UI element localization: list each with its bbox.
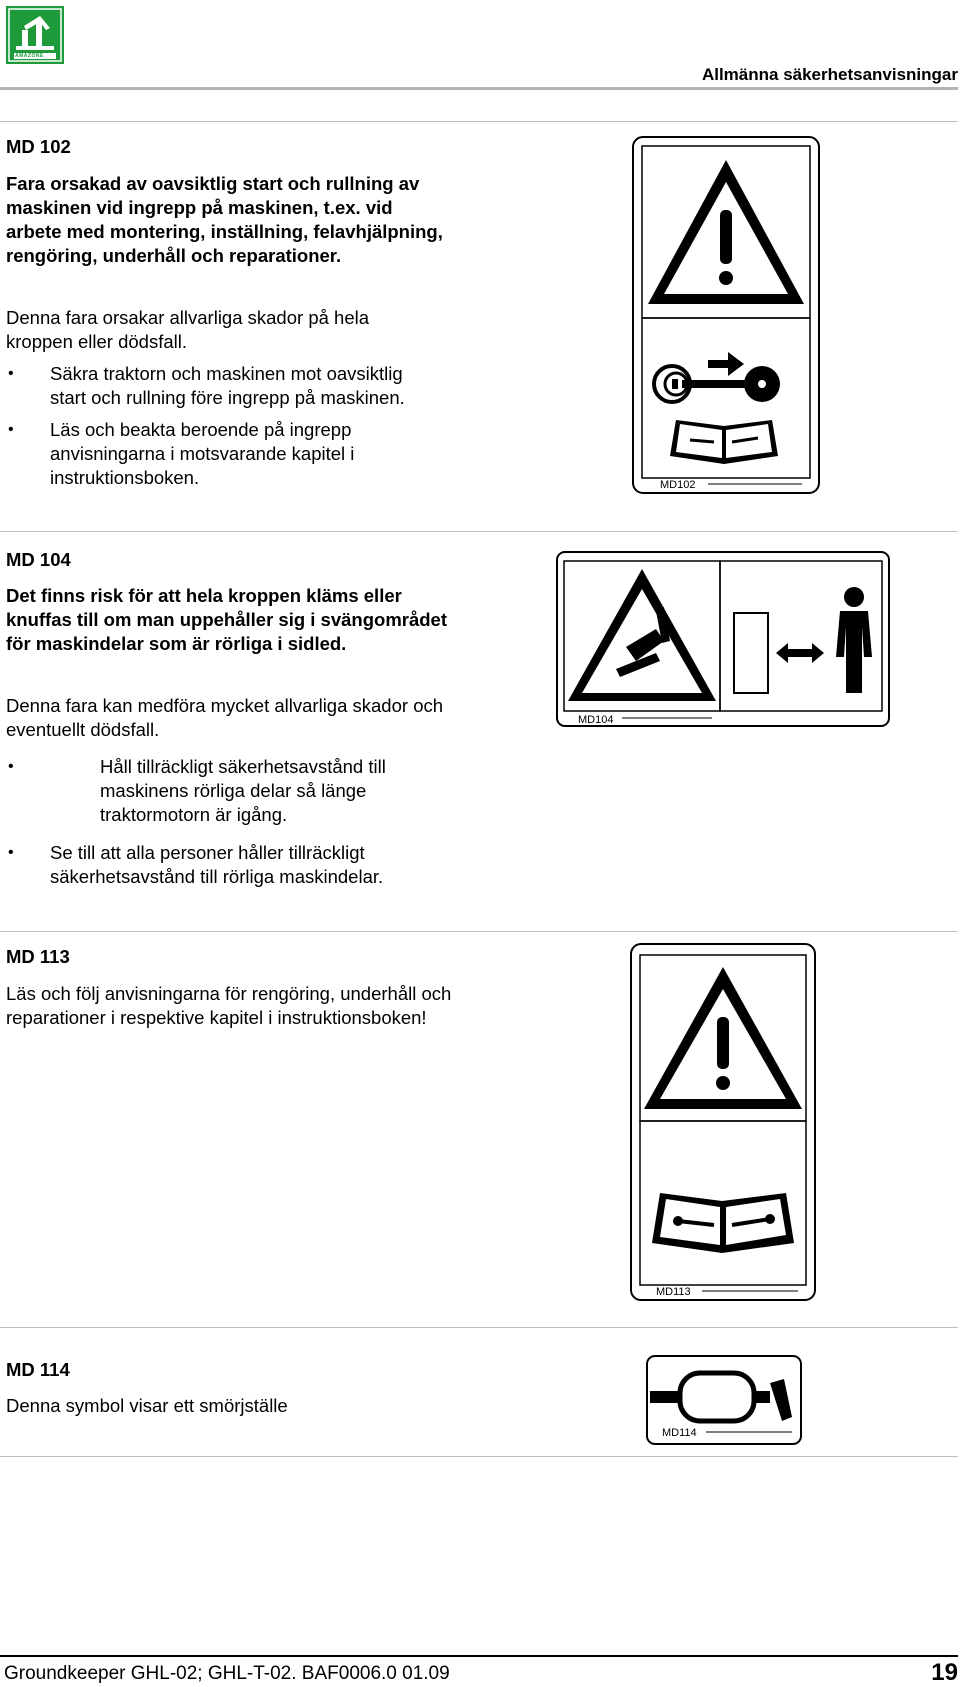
safety-sign-md102 [632, 136, 820, 499]
section-divider [0, 121, 958, 122]
amazone-logo: AMAZONE [6, 6, 64, 64]
bullet-list [6, 362, 426, 498]
page-number: 19 [931, 1659, 958, 1686]
section-divider [0, 931, 958, 932]
sign-label: MD104 [578, 714, 614, 726]
header-title: Allmänna säkerhetsanvisningar [701, 65, 958, 84]
section-divider [0, 1456, 958, 1457]
footer-text: Groundkeeper GHL-02; GHL-T-02. BAF0006.0 01.09 [4, 1663, 450, 1684]
list-item: • Läs och beakta beroende på ingrepp anvisningarna i motsvarande kapitel i instruktionsboken. [6, 418, 426, 490]
safety-sign-md113 [630, 943, 816, 1306]
section-heading: Fara orsakad av oavsiktlig start och rullning av maskinen vid ingrepp på maskinen, t.ex. vid arbete med montering, inställning, felavhjälpning, rengöring, underhåll och reparationer. [6, 173, 443, 266]
bullet-list [6, 755, 476, 897]
sign-label: MD113 [656, 1286, 691, 1298]
sign-label: MD114 [662, 1427, 697, 1439]
manual-book-icon [652, 1193, 794, 1253]
section-code: MD 114 [6, 1359, 70, 1380]
section-code: MD 113 [6, 946, 70, 967]
section-divider [0, 531, 958, 532]
section-code: MD 104 [6, 549, 71, 570]
section-body: Denna fara kan medföra mycket allvarliga skador och eventuellt dödsfall. [6, 695, 444, 740]
header-divider [0, 87, 958, 90]
section-code: MD 102 [6, 136, 71, 157]
list-item: • Håll tillräckligt säkerhetsavstånd till maskinens rörliga delar så länge traktormotorn är igång. [6, 755, 476, 827]
list-item: • Se till att alla personer håller tillräckligt säkerhetsavstånd till rörliga maskindelar. [6, 841, 476, 889]
section-body: Denna fara orsakar allvarliga skador på hela kroppen eller dödsfall. [6, 307, 370, 352]
section-heading: Det finns risk för att hela kroppen kläms eller knuffas till om man uppehåller sig i svängområdet för maskindelar som är rörliga i sidled. [6, 585, 448, 654]
list-item: • Säkra traktorn och maskinen mot oavsiktlig start och rullning före ingrepp på maskinen. [6, 362, 426, 410]
footer-divider [0, 1655, 958, 1657]
section-body: Denna symbol visar ett smörjställe [6, 1395, 288, 1416]
manual-book-icon [670, 420, 778, 464]
sign-label: MD102 [660, 479, 696, 491]
safety-sign-md114 [646, 1355, 802, 1450]
section-divider [0, 1327, 958, 1328]
safety-sign-md104 [556, 551, 890, 732]
section-body: Läs och följ anvisningarna för rengöring, underhåll och reparationer i respektive kapitel i instruktionsboken! [6, 983, 452, 1028]
